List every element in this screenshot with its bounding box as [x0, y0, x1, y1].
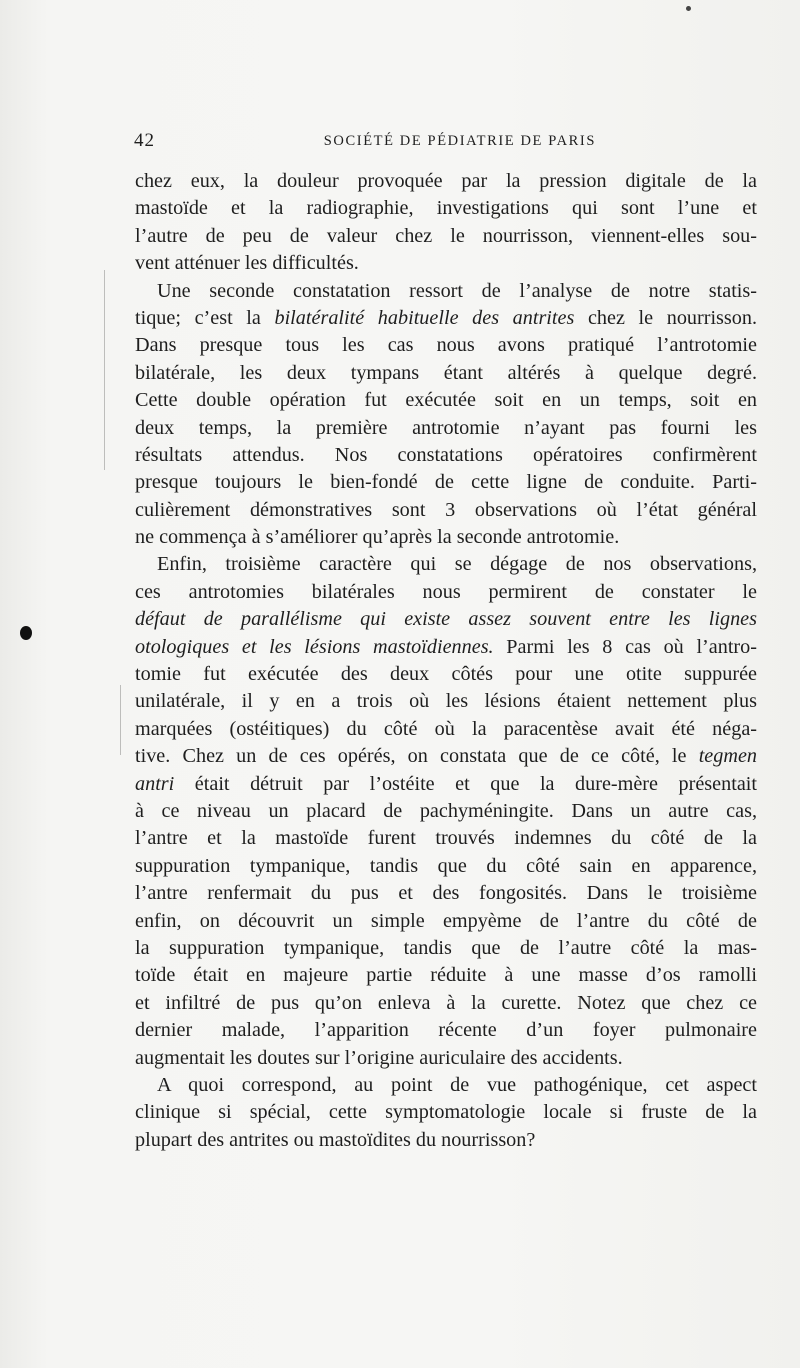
text-line [135, 305, 757, 332]
paragraph [135, 278, 757, 552]
text-line [135, 743, 757, 770]
text-line: l’autre de peu de valeur chez le nourrisson, viennent-elles sou- [135, 224, 757, 247]
italic-emphasis: bilatéralité habituelle des antrites [274, 306, 575, 329]
text-line [135, 634, 757, 661]
text-line [135, 771, 757, 798]
text-line: Dans presque tous les cas nous avons pratiqué l’antrotomie [135, 334, 757, 357]
scan-speck [686, 6, 691, 11]
text-run: Parmi les 8 cas où l’antro- [493, 635, 757, 658]
text-line: Enfin, troisième caractère qui se dégage de nos observations, [157, 553, 757, 576]
italic-emphasis: défaut de parallélisme qui existe assez souvent entre les lignes [135, 608, 757, 631]
text-line: suppuration tympanique, tandis que du côté sain en apparence, [135, 854, 757, 877]
text-line: l’antre et la mastoïde furent trouvés indemnes du côté de la [135, 827, 757, 850]
text-line: unilatérale, il y en a trois où les lésions étaient nettement plus [135, 690, 757, 713]
italic-emphasis: antri [135, 772, 175, 795]
running-head [134, 130, 596, 156]
text-line: toïde était en majeure partie réduite à une masse d’os ramolli [135, 964, 757, 987]
text-line: presque toujours le bien-fondé de cette ligne de conduite. Parti- [135, 471, 757, 494]
text-line: enfin, on découvrit un simple empyème de l’antre du côté de [135, 909, 757, 932]
text-run: tique; c’est la [135, 306, 275, 329]
italic-emphasis: otologiques et les lésions mastoïdiennes. [135, 635, 494, 658]
body-text [135, 168, 757, 1154]
text-line: dernier malade, l’apparition récente d’un foyer pulmonaire [135, 1019, 757, 1042]
text-line: clinique si spécial, cette symptomatologie locale si fruste de la [135, 1101, 757, 1124]
text-run: chez le nourrisson. [574, 306, 758, 329]
paragraph [135, 551, 757, 1071]
binding-mark [120, 685, 121, 755]
italic-emphasis: tegmen [698, 745, 757, 768]
text-line: ces antrotomies bilatérales nous permirent de constater le [135, 580, 757, 603]
text-line: bilatérale, les deux tympans étant altérés à quelque degré. [135, 361, 757, 384]
text-line [135, 606, 757, 633]
text-line: augmentait les doutes sur l’origine auriculaire des accidents. [135, 1046, 623, 1069]
punch-hole [20, 626, 32, 640]
text-line: deux temps, la première antrotomie n’ayant pas fourni les [135, 416, 757, 439]
text-line: culièrement démonstratives sont 3 observations où l’état général [135, 498, 757, 521]
text-line: plupart des antrites ou mastoïdites du nourrisson? [135, 1128, 536, 1151]
text-line: chez eux, la douleur provoquée par la pression digitale de la [135, 170, 757, 192]
text-line: ne commença à s’améliorer qu’après la seconde antrotomie. [135, 526, 620, 549]
text-line: Une seconde constatation ressort de l’analyse de notre statis- [157, 279, 757, 302]
text-line: la suppuration tympanique, tandis que de l’autre côté la mas- [135, 936, 757, 959]
text-line: mastoïde et la radiographie, investigations qui sont l’une et [135, 197, 757, 220]
text-line: et infiltré de pus qu’on enleva à la curette. Notez que chez ce [135, 991, 757, 1014]
paragraph [135, 1072, 757, 1154]
text-line: l’antre renfermait du pus et des fongosités. Dans le troisième [135, 882, 757, 905]
text-line: Cette double opération fut exécutée soit en un temps, soit en [135, 389, 757, 412]
page-number: 42 [134, 130, 155, 151]
binding-mark [104, 270, 105, 470]
text-line: A quoi correspond, au point de vue pathogénique, cet aspect [157, 1073, 757, 1096]
text-line: tomie fut exécutée des deux côtés pour une otite suppurée [135, 663, 757, 686]
text-line: vent atténuer les difficultés. [135, 252, 359, 275]
text-run: tive. Chez un de ces opérés, on constata que de ce côté, le [135, 745, 699, 768]
text-line: marquées (ostéitiques) du côté où la paracentèse avait été néga- [135, 717, 757, 740]
journal-title: SOCIÉTÉ DE PÉDIATRIE DE PARIS [323, 133, 596, 149]
text-line: résultats attendus. Nos constatations opératoires confirmèrent [135, 443, 757, 466]
paragraph [135, 168, 757, 278]
text-run: était détruit par l’ostéite et que la dure-mère présentait [174, 772, 757, 795]
text-line: à ce niveau un placard de pachyméningite. Dans un autre cas, [135, 799, 757, 822]
